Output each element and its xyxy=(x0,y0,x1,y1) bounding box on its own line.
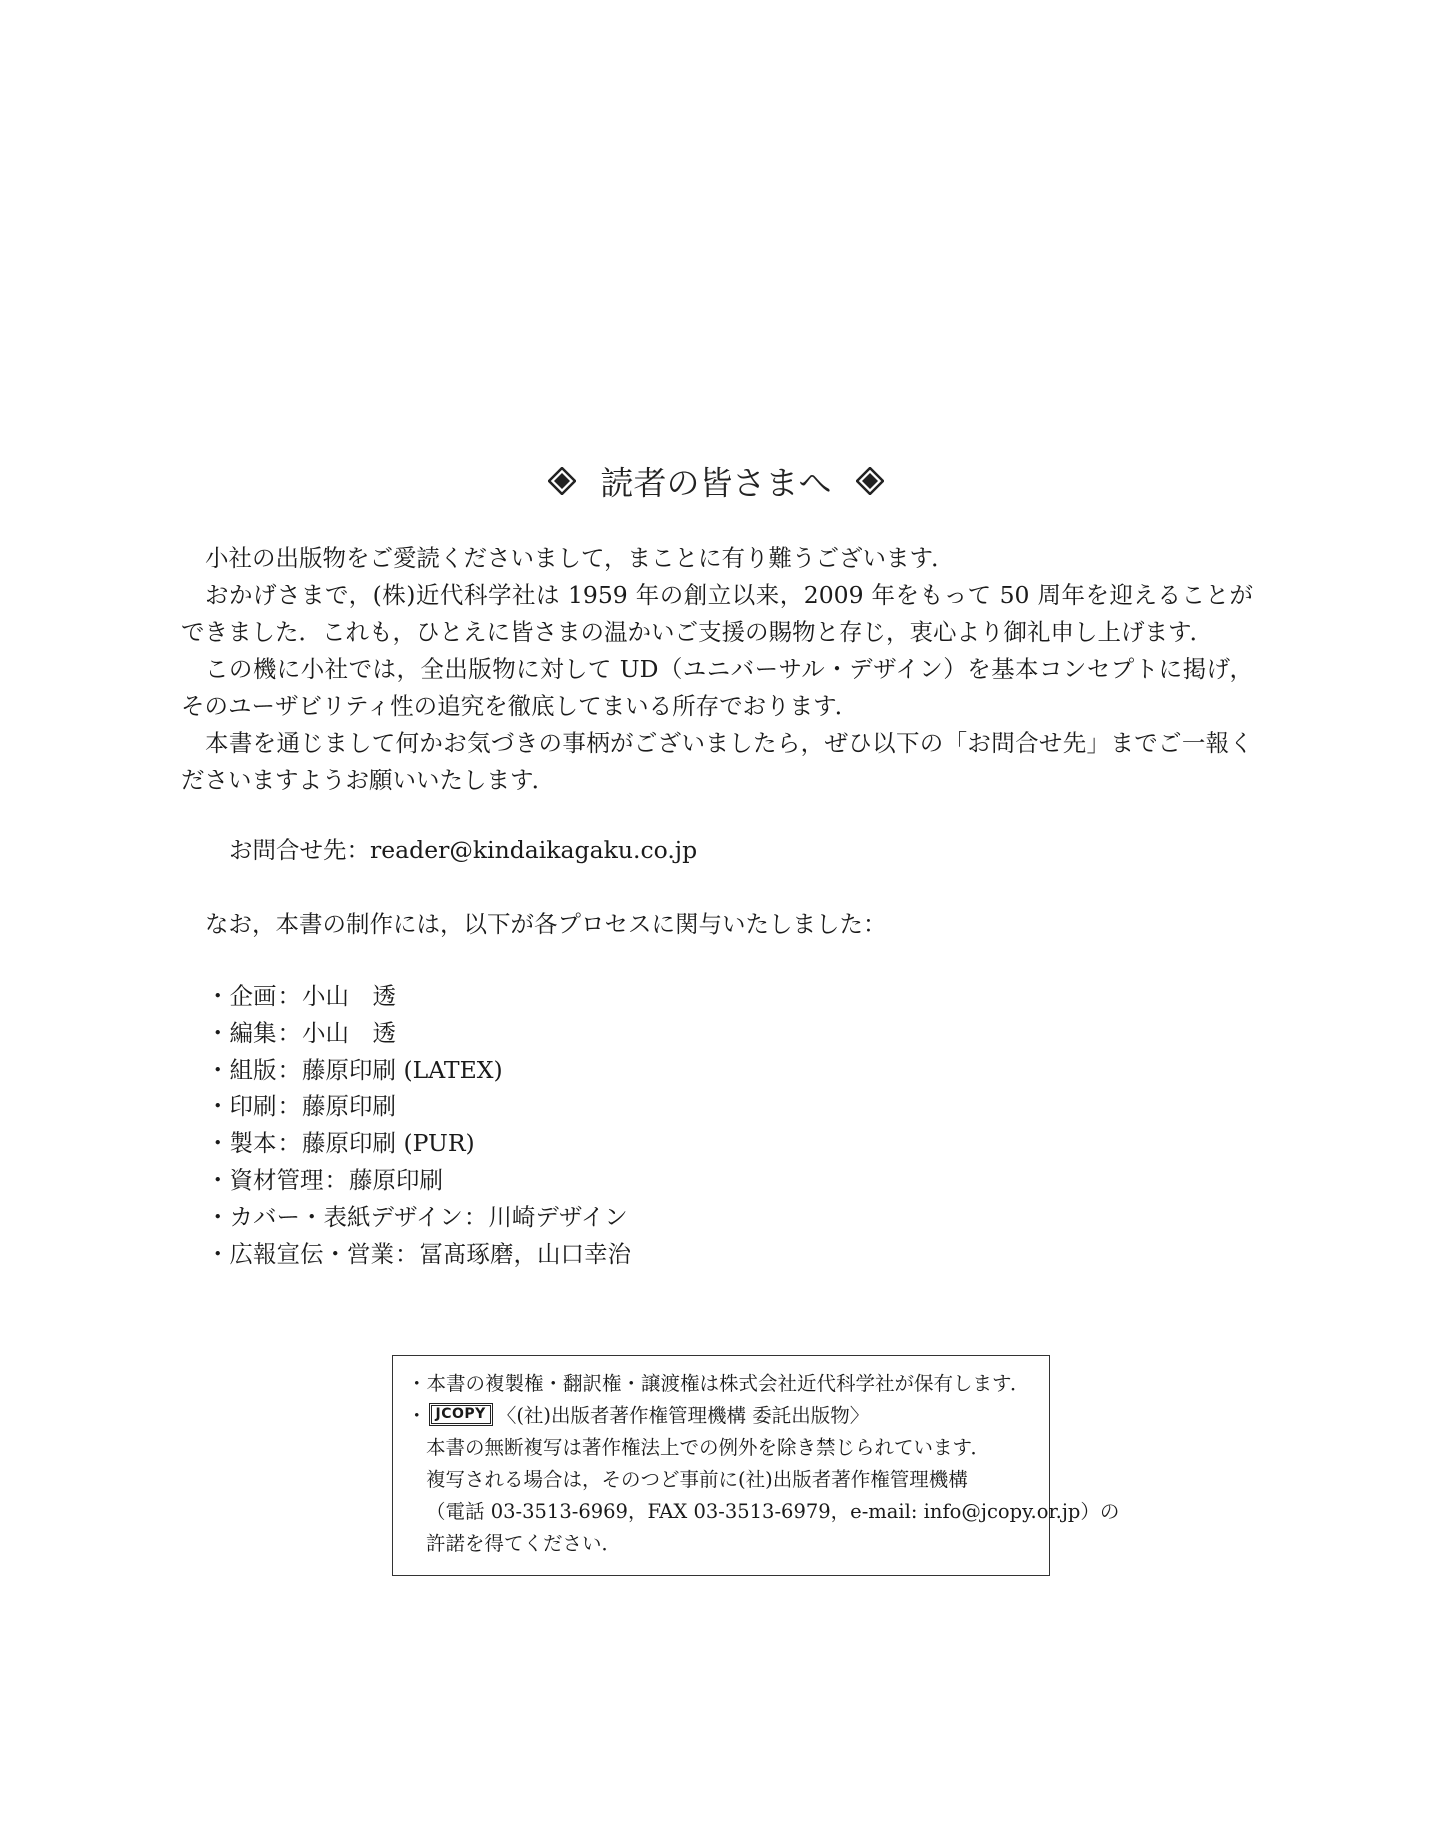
notice-line: 複写される場合は，そのつど事前に(社)出版者著作権管理機構 xyxy=(426,1468,968,1491)
credit-name: 小山 透 xyxy=(302,1018,396,1047)
notice-line: ・ JCOPY 〈(社)出版者著作権管理機構 委託出版物〉 xyxy=(407,1404,870,1427)
jcopy-logo: JCOPY xyxy=(429,1403,493,1426)
credit-role: 印刷 xyxy=(229,1092,277,1121)
contact-line xyxy=(229,832,697,869)
credit-role: 企画 xyxy=(229,982,277,1010)
credit-name: 藤原印刷 (PUR) xyxy=(302,1129,475,1158)
credit-item: ・組版：藤原印刷 (LATEX) xyxy=(206,1055,503,1084)
production-intro: なお，本書の制作には，以下が各プロセスに関与いたしました： xyxy=(205,910,887,938)
credit-name: 冨髙琢磨，山口幸治 xyxy=(419,1239,631,1268)
credit-item: ・資材管理：藤原印刷 xyxy=(206,1165,443,1194)
diamond-right-icon xyxy=(856,467,884,495)
notice-line: （電話 03-3513-6969，FAX 03-3513-6979，e-mail: info@jcopy.or.jp）の xyxy=(426,1500,1120,1523)
credit-role: 広報宣伝・営業 xyxy=(229,1239,394,1268)
copyright-notice-box xyxy=(392,1355,1120,1576)
credit-item: ・カバー・表紙デザイン：川崎デザイン xyxy=(206,1202,628,1231)
credits-list xyxy=(206,978,631,1272)
credit-name: 藤原印刷 (LATEX) xyxy=(302,1055,503,1084)
credit-name: 小山 透 xyxy=(302,982,396,1010)
notice-line: 本書の無断複写は著作権法上での例外を除き禁じられています． xyxy=(426,1436,990,1459)
diamond-left-icon xyxy=(548,467,576,495)
credit-role: 組版 xyxy=(229,1055,277,1084)
intro-paragraph: 本書を通じまして何かお気づきの事柄がございましたら，ぜひ以下の「お問合せ先」までご一報くださいますようお願いいたします． xyxy=(181,729,1253,794)
contact-email: reader@kindaikagaku.co.jp xyxy=(370,836,698,864)
credit-item: ・広報宣伝・営業：冨髙琢磨，山口幸治 xyxy=(206,1239,631,1268)
intro-paragraph: おかげさまで，(株)近代科学社は 1959 年の創立以来，2009 年をもって 50 周年を迎えることができました．これも，ひとえに皆さまの温かいご支援の賜物と存じ，衷心より御礼申し上げます． xyxy=(181,581,1253,646)
credit-item: ・編集：小山 透 xyxy=(206,1018,396,1047)
credit-item: ・印刷：藤原印刷 xyxy=(206,1092,396,1121)
intro-text xyxy=(181,540,1253,799)
page-heading xyxy=(0,462,1432,504)
credit-name: 藤原印刷 xyxy=(349,1165,443,1194)
intro-paragraph: この機に小社では，全出版物に対して UD（ユニバーサル・デザイン）を基本コンセプトに掲げ，そのユーザビリティ性の追究を徹底してまいる所存でおります． xyxy=(181,655,1253,720)
credit-role: カバー・表紙デザイン xyxy=(229,1202,463,1231)
contact-label: お問合せ先： xyxy=(229,836,370,864)
page-title: 読者の皆さまへ xyxy=(600,463,832,503)
credit-role: 編集 xyxy=(229,1018,277,1047)
notice-line: ・本書の複製権・翻訳権・譲渡権は株式会社近代科学社が保有します． xyxy=(407,1372,1030,1395)
credit-item: ・製本：藤原印刷 (PUR) xyxy=(206,1129,475,1158)
credit-name: 川崎デザイン xyxy=(488,1202,628,1231)
credit-role: 資材管理 xyxy=(229,1165,324,1194)
notice-line: 許諾を得てください． xyxy=(426,1532,622,1555)
credit-role: 製本 xyxy=(229,1129,277,1158)
intro-paragraph: 小社の出版物をご愛読くださいまして，まことに有り難うございます． xyxy=(205,544,955,572)
notice-jcopy-text: 〈(社)出版者著作権管理機構 委託出版物〉 xyxy=(496,1404,870,1427)
credit-item: ・企画：小山 透 xyxy=(206,982,396,1010)
credit-name: 藤原印刷 xyxy=(302,1092,396,1121)
